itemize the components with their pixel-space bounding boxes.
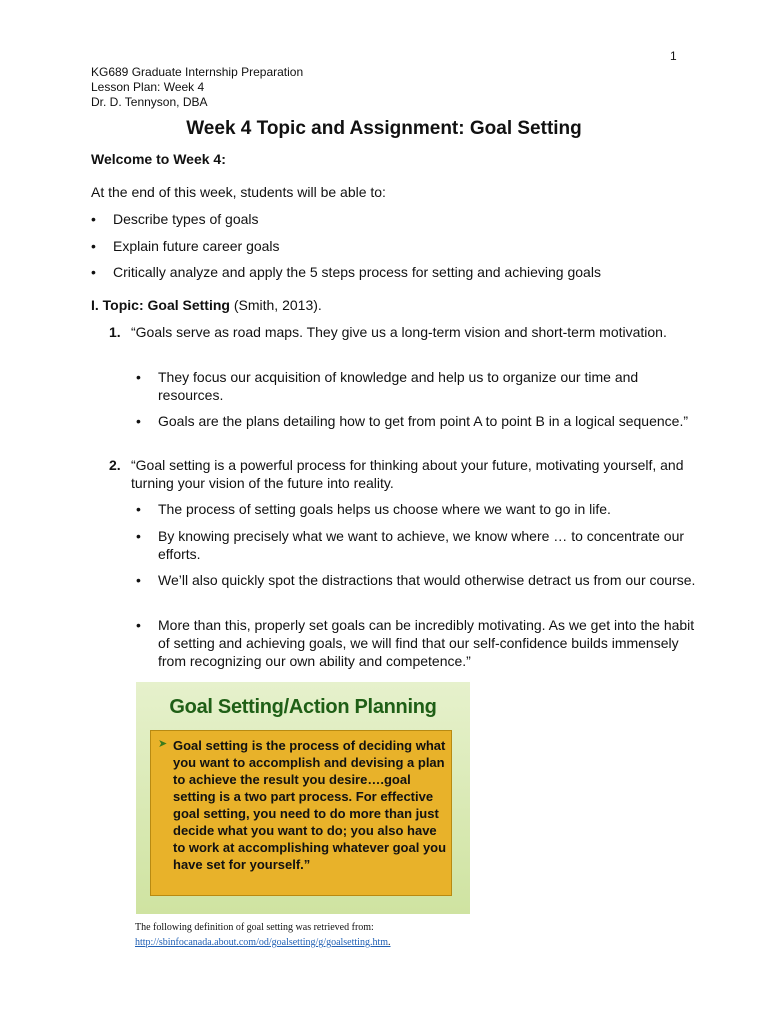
arrow-bullet-icon: ➤ <box>158 738 168 750</box>
bullet-icon: • <box>136 617 141 633</box>
slide-title: Goal Setting/Action Planning <box>169 696 437 718</box>
topic-heading <box>91 297 322 313</box>
bullet-icon: • <box>136 501 141 517</box>
goal-setting-slide-image <box>136 682 470 914</box>
instructor-name: Dr. D. Tennyson, DBA <box>91 95 208 109</box>
bullet-icon: • <box>136 413 141 429</box>
page-number: 1 <box>670 49 677 63</box>
slide-definition-box <box>150 730 452 896</box>
welcome-heading: Welcome to Week 4: <box>91 151 226 167</box>
topic-label: Topic: Goal Setting <box>102 297 230 313</box>
bullet-icon: • <box>91 238 96 254</box>
source-link-line: http://sbinfocanada.about.com/od/goalsetting/g/goalsetting.htm. <box>135 937 391 948</box>
bullet-icon: • <box>136 528 141 544</box>
bullet-icon: • <box>91 211 96 227</box>
bullet-icon: • <box>136 572 141 588</box>
course-title: KG689 Graduate Internship Preparation <box>91 65 304 79</box>
slide-definition-text: Goal setting is the process of deciding what you want to accomplish and devising a plan to achieve the result you desire….goal setting is a two part process. For effective goal setting, you need to do more than just decide what you want to do; you also have to work at accomplishing whatever goal you have set for yourself.” <box>173 738 447 872</box>
source-link[interactable]: http://sbinfocanada.about.com/od/goalsetting/g/goalsetting.htm <box>135 937 389 948</box>
intro-text: At the end of this week, students will be able to: <box>91 184 386 200</box>
page-title: Week 4 Topic and Assignment: Goal Setting <box>186 118 582 139</box>
topic-citation: (Smith, 2013). <box>229 297 322 313</box>
topic-numeral: I. <box>91 297 99 313</box>
bullet-icon: • <box>91 264 96 280</box>
bullet-icon: • <box>136 369 141 385</box>
lesson-label: Lesson Plan: Week 4 <box>91 80 205 94</box>
figure-caption: The following definition of goal setting was retrieved from: <box>135 922 374 933</box>
